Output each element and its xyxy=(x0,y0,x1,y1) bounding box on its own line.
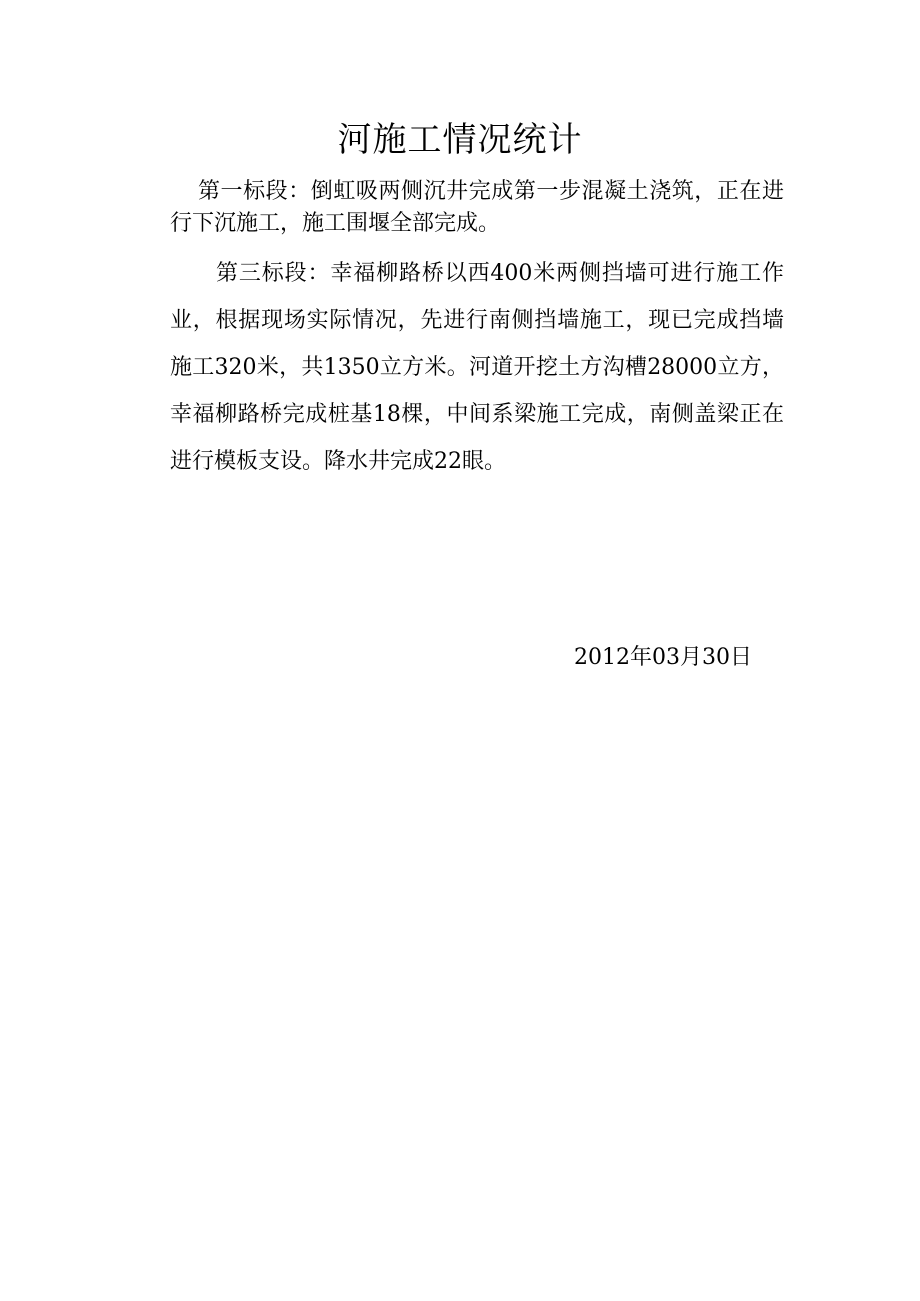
paragraph-section-3: 第三标段：幸福柳路桥以西400米两侧挡墙可进行施工作业，根据现场实际情况，先进行南侧挡墙施工，现已完成挡墙施工320米，共1350立方米。河道开挖土方沟槽28000立方，幸福柳路桥完成桩基18棵，中间系梁施工完成，南侧盖梁正在进行模板支设。降水井完成22眼。 xyxy=(170,261,784,474)
paragraph-section-1: 第一标段：倒虹吸两侧沉井完成第一步混凝土浇筑，正在进行下沉施工，施工围堰全部完成。 xyxy=(170,179,784,236)
document-date: 2012年03月30日 xyxy=(574,645,752,670)
document-title: 河施工情况统计 xyxy=(337,120,583,160)
